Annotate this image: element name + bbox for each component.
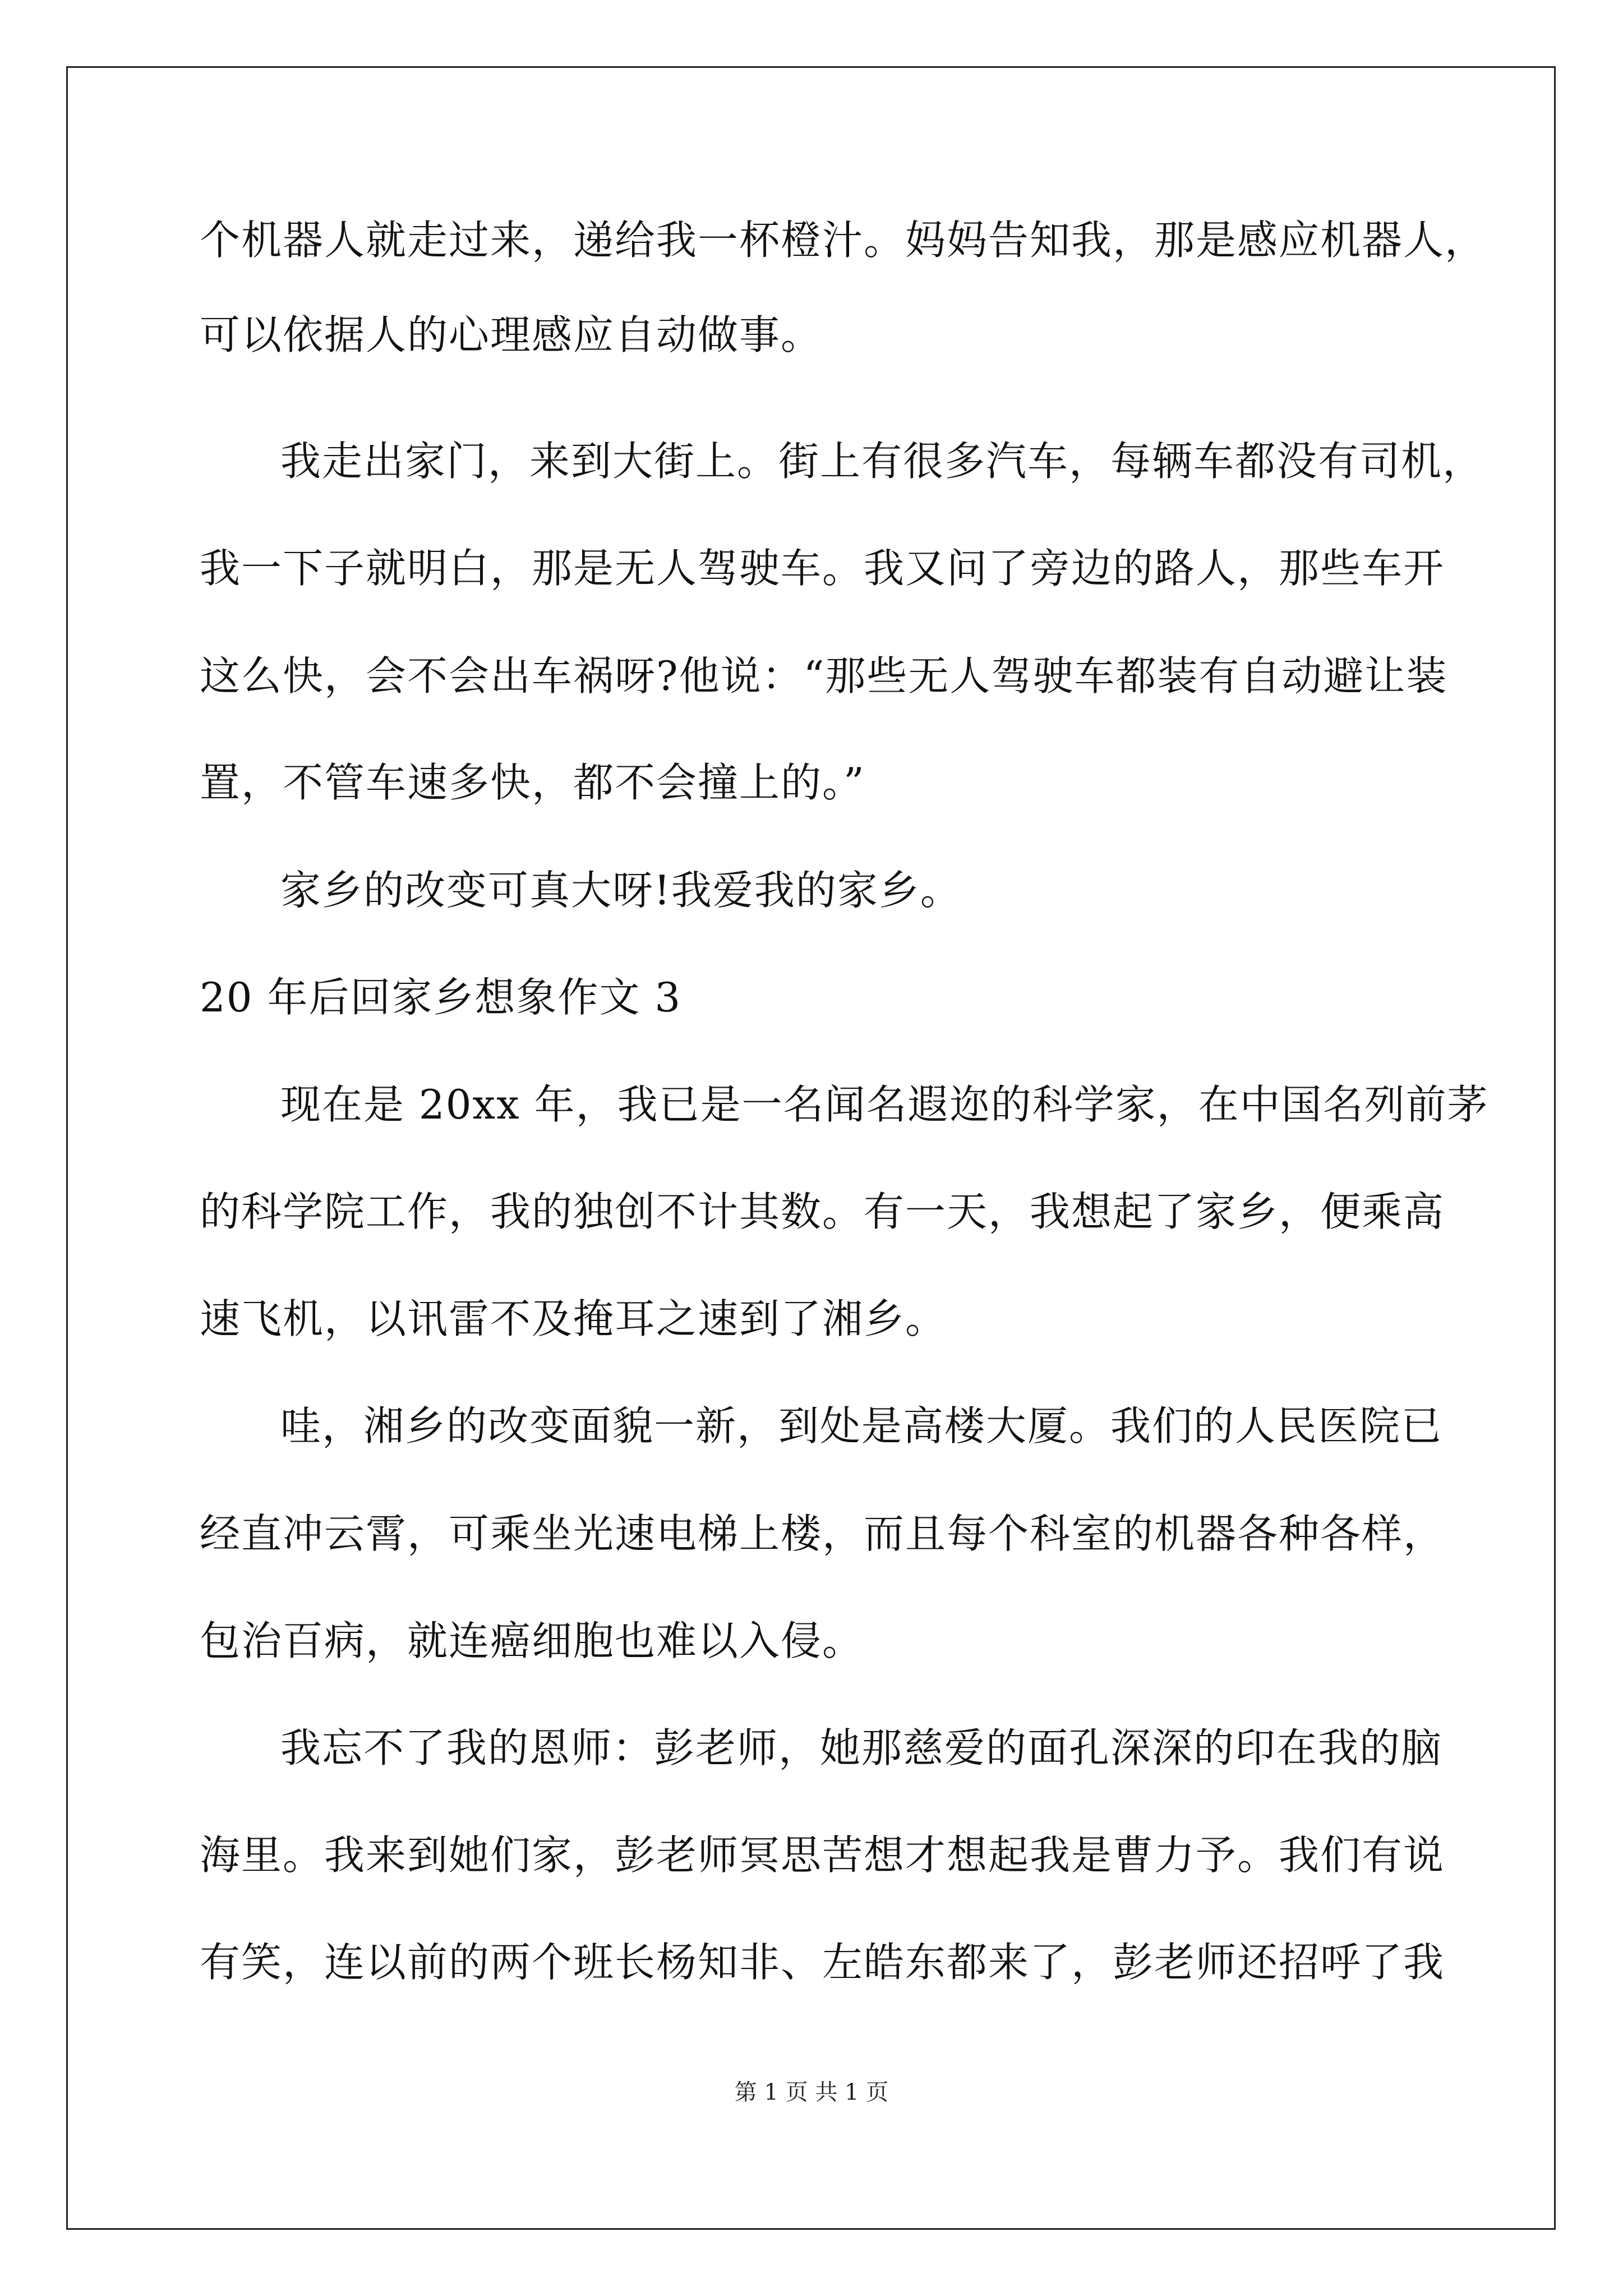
text-line: 经直冲云霄，可乘坐光速电梯上楼，而且每个科室的机器各种各样，	[200, 1510, 1445, 1557]
text-line: 的科学院工作，我的独创不计其数。有一天，我想起了家乡，便乘高	[200, 1188, 1445, 1235]
text-line: 有笑，连以前的两个班长杨知非、左皓东都来了，彭老师还招呼了我	[200, 1939, 1445, 1986]
text-line: 哇，湘乡的改变面貌一新，到处是高楼大厦。我们的人民医院已	[280, 1402, 1443, 1450]
text-line: 这么快，会不会出车祸呀?他说：“那些无人驾驶车都装有自动避让装	[200, 652, 1448, 700]
text-line: 速飞机，以讯雷不及掩耳之速到了湘乡。	[200, 1295, 947, 1342]
text-line: 我走出家门，来到大街上。街上有很多汽车，每辆车都没有司机，	[280, 438, 1484, 485]
text-line: 置，不管车速多快，都不会撞上的。”	[200, 759, 865, 806]
text-line: 可以依据人的心理感应自动做事。	[200, 311, 823, 358]
text-line: 我忘不了我的恩师：彭老师，她那慈爱的面孔深深的印在我的脑	[280, 1724, 1443, 1772]
page-border	[66, 66, 1556, 2230]
section-heading: 20 年后回家乡想象作文 3	[200, 974, 682, 1021]
text-line: 个机器人就走过来，递给我一杯橙汁。妈妈告知我，那是感应机器人，	[200, 217, 1487, 264]
text-line: 海里。我来到她们家，彭老师冥思苦想才想起我是曹力予。我们有说	[200, 1832, 1445, 1879]
text-line: 包治百病，就连癌细胞也难以入侵。	[200, 1617, 864, 1664]
text-line: 现在是 20xx 年，我已是一名闻名遐迩的科学家，在中国名列前茅	[280, 1081, 1489, 1128]
text-line: 我一下子就明白，那是无人驾驶车。我又问了旁边的路人，那些车开	[200, 545, 1445, 592]
page-footer: 第 1 页 共 1 页	[734, 2079, 889, 2105]
text-line: 家乡的改变可真大呀!我爱我的家乡。	[280, 867, 962, 914]
